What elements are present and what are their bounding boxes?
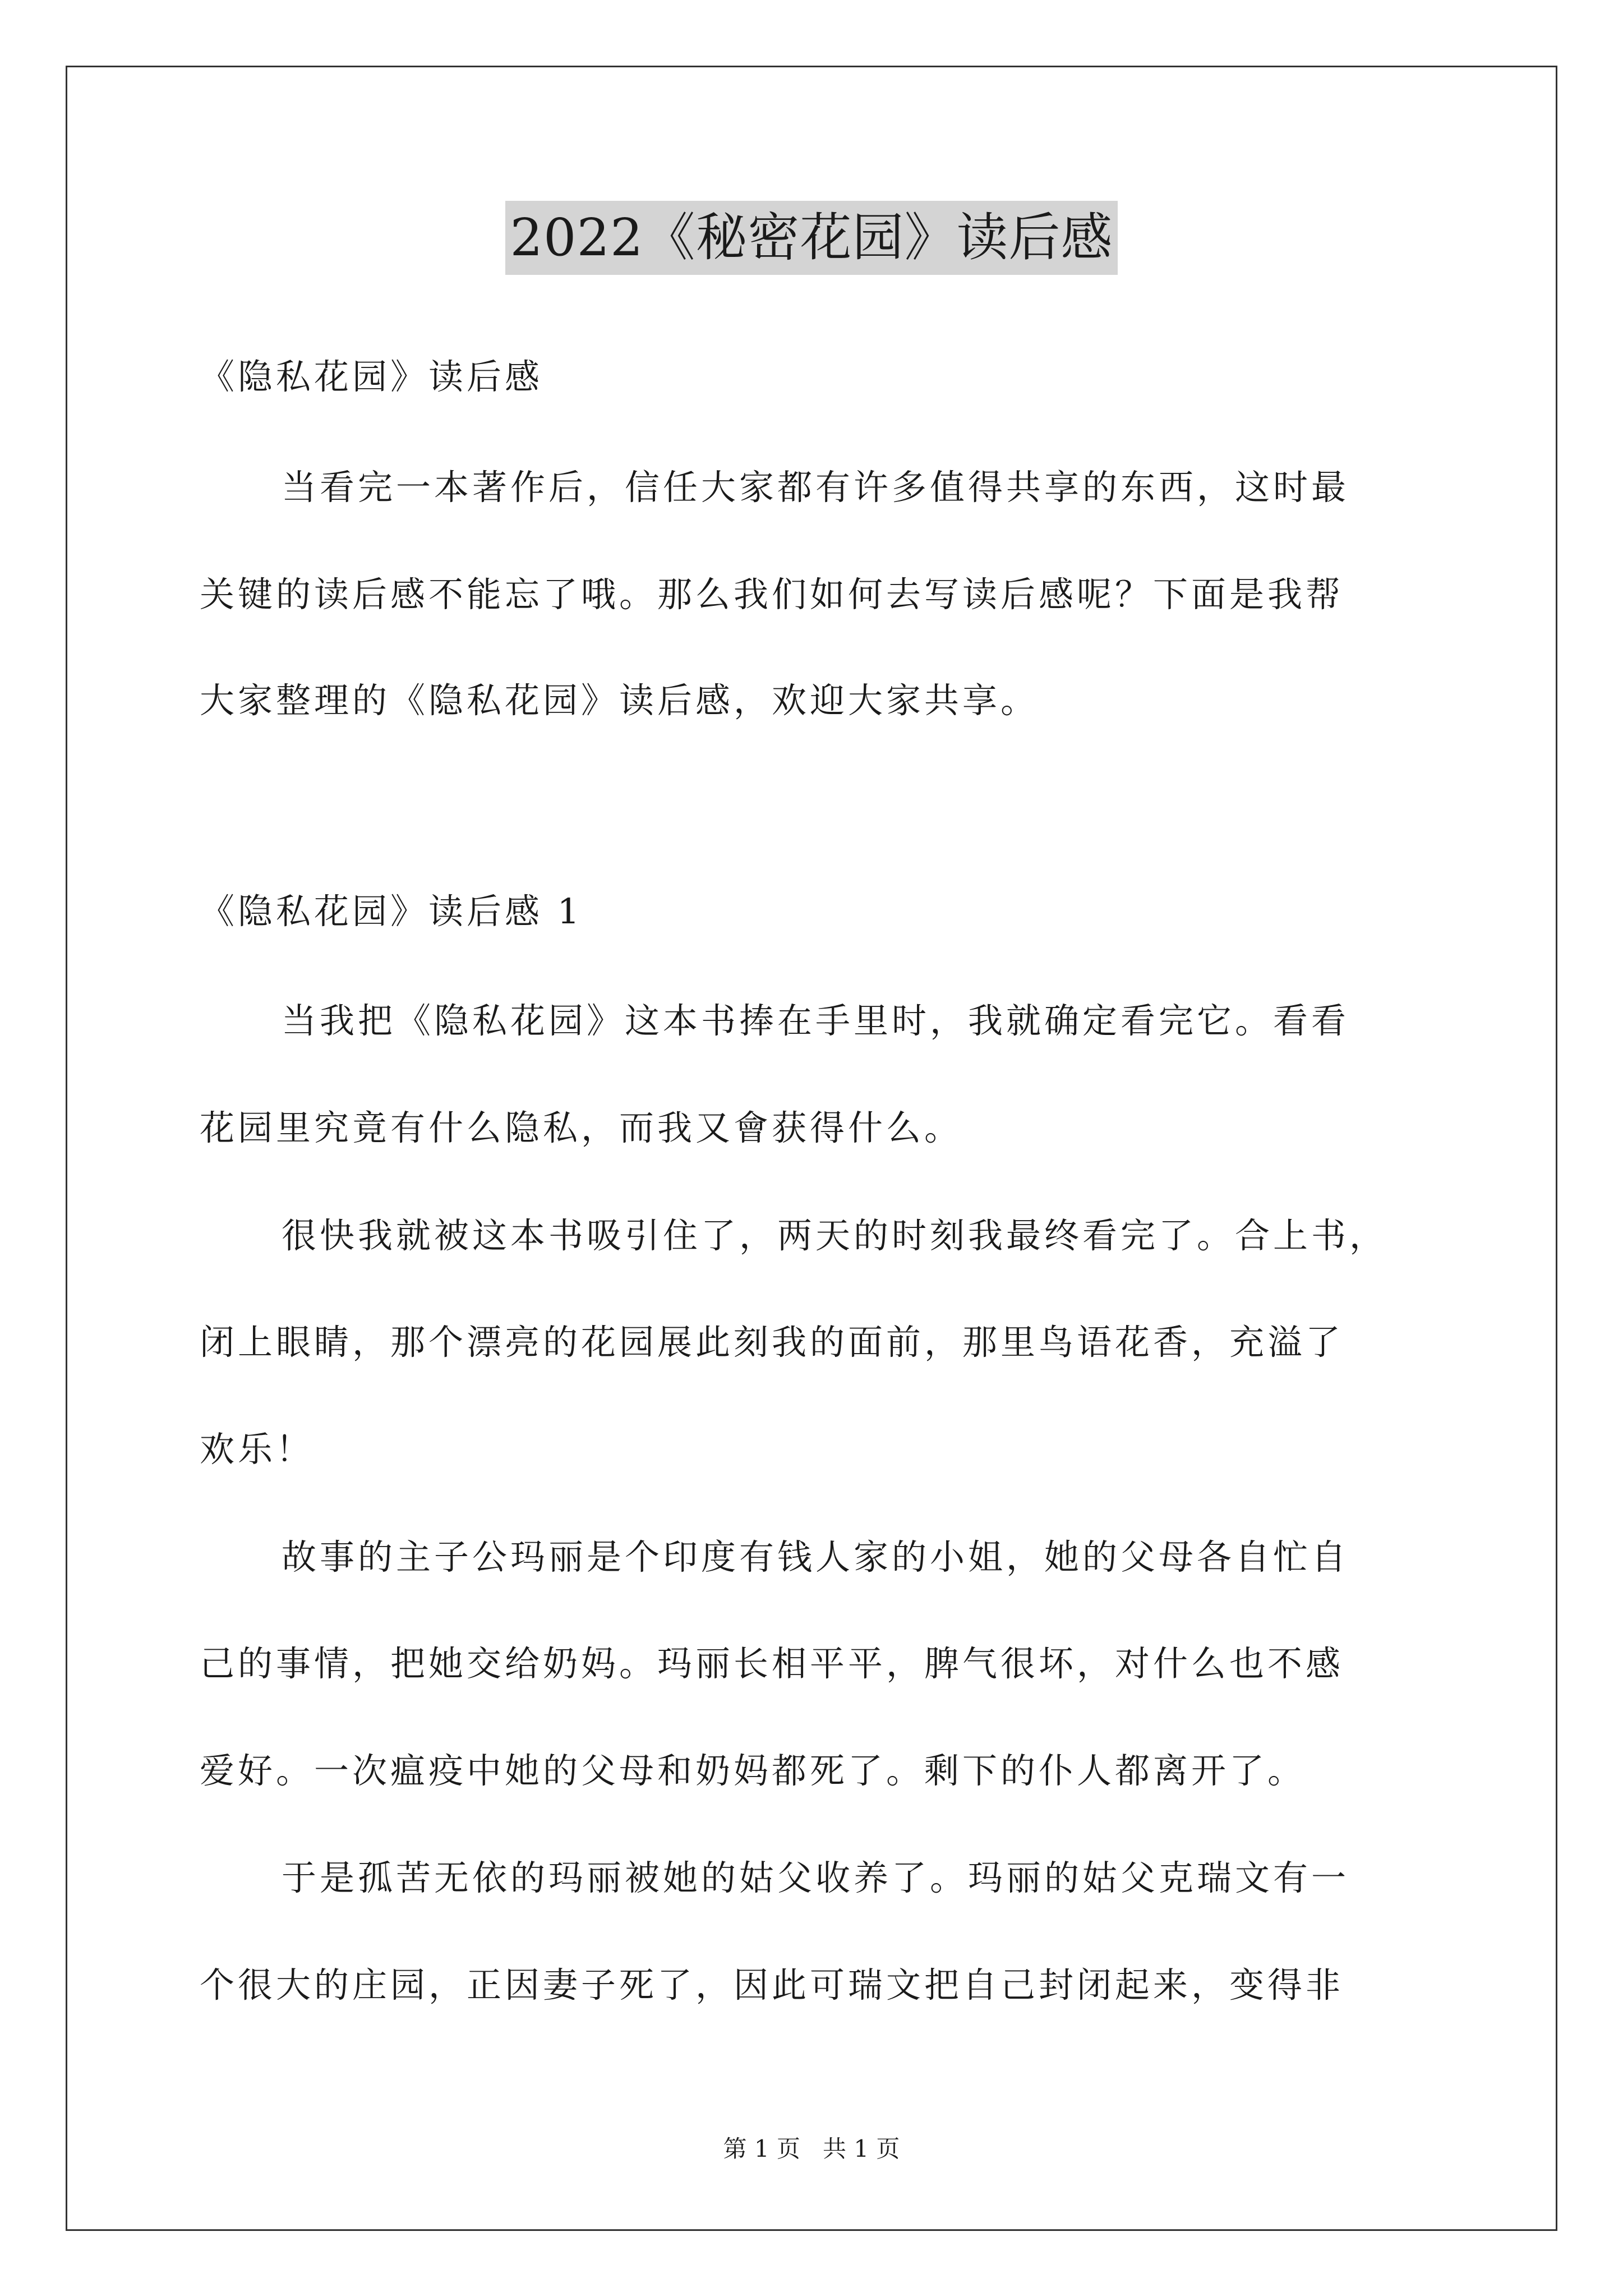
- page-total: 共 1 页: [823, 2135, 900, 2162]
- page-number: 第 1 页: [723, 2135, 800, 2162]
- p1-line-1: 当我把《隐私花园》这本书捧在手里时，我就确定看完它。看看: [282, 1000, 1350, 1041]
- p4-line-2: 个很大的庄园，正因妻子死了，因此可瑞文把自己封闭起来，变得非: [200, 1964, 1344, 2005]
- p3-line-1: 故事的主子公玛丽是个印度有钱人家的小姐，她的父母各自忙自: [282, 1536, 1350, 1577]
- p2-line-2: 闭上眼睛，那个漂亮的花园展此刻我的面前，那里鸟语花香，充溢了: [200, 1322, 1344, 1363]
- p2-line-1: 很快我就被这本书吸引住了，两天的时刻我最终看完了。合上书，: [282, 1215, 1388, 1256]
- document-title: 2022《秘密花园》读后感: [505, 201, 1117, 275]
- p2-line-3: 欢乐！: [200, 1429, 315, 1470]
- p1-line-2: 花园里究竟有什么隐私，而我又會获得什么。: [200, 1107, 963, 1148]
- p3-line-3: 爱好。一次瘟疫中她的父母和奶妈都死了。剩下的仆人都离开了。: [200, 1750, 1306, 1791]
- intro-line-3: 大家整理的《隐私花园》读后感，欢迎大家共享。: [200, 680, 1039, 721]
- p3-line-2: 己的事情，把她交给奶妈。玛丽长相平平，脾气很坏，对什么也不感: [200, 1643, 1344, 1684]
- p4-line-1: 于是孤苦无依的玛丽被她的姑父收养了。玛丽的姑父克瑞文有一: [282, 1857, 1350, 1898]
- essay-subheading: 《隐私花园》读后感 1: [200, 891, 583, 932]
- intro-line-2: 关键的读后感不能忘了哦。那么我们如何去写读后感呢？下面是我帮: [200, 574, 1344, 615]
- title-container: [0, 201, 1623, 275]
- intro-line-1: 当看完一本著作后，信任大家都有许多值得共享的东西，这时最: [282, 467, 1350, 508]
- page-footer: [0, 2133, 1623, 2165]
- section-heading: 《隐私花园》读后感: [200, 356, 543, 397]
